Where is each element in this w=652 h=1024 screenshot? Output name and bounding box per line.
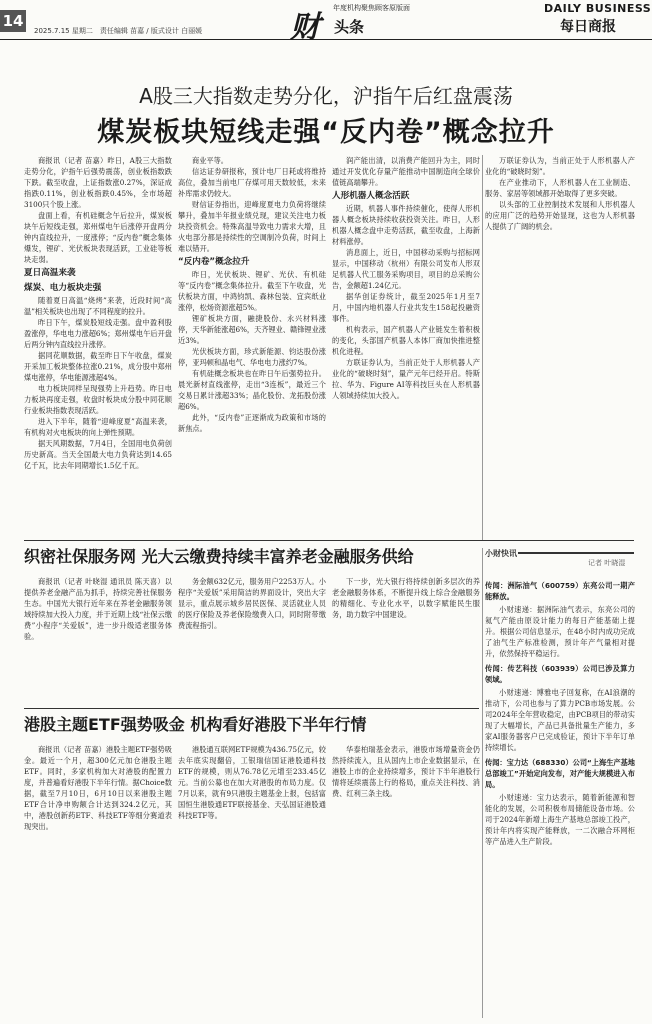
lead-column-2: [178, 155, 326, 543]
paper-name-en: DAILY BUSINESS: [544, 2, 652, 15]
paragraph: 昨日下午，煤炭股短线走强。盘中盈利股盈涨停，华电电力涨超6%；郑州煤电午后开盘后两分钟内直线拉升涨停。: [24, 318, 172, 349]
masthead: [0, 0, 652, 45]
paragraph: 商报讯（记者 叶晓湿 通讯员 陈天喜）以提供养老金融产品为抓手，持续完善社保服务生态。中国光大银行近年来在养老金融服务领域持续加大投入力度，并于近期上线“社保云缴费”小程序“关爱版”，进一步升级适老服务体验。: [24, 577, 172, 641]
section-name: 头条: [334, 18, 365, 36]
paragraph: 有机硅概念板块也在昨日午后强势拉升。晨光新材直线涨停，走出“3连板”，最近三个交易日累计涨超33%；晶化股份、龙拓股份涨超6%。: [178, 369, 326, 411]
story3-column-2: [178, 744, 326, 1016]
subhead: 夏日高温来袭: [24, 268, 76, 278]
story2-column-2: [178, 576, 326, 698]
subhead: 煤炭、电力板块走强: [24, 283, 102, 293]
subhead: “反内卷”概念拉升: [178, 257, 250, 267]
lead-headline: 煤炭板块短线走强“反内卷”概念拉升: [97, 117, 555, 148]
paragraph: 光伏板块方面，珍式新能源、钧达股份涨停，亚玛顿和晶电气、华电电力涨约7%。: [178, 347, 326, 367]
brief-rule: [518, 552, 634, 554]
paragraph: 近期，机器人事件持续催化，使得人形机器人概念板块持续收获投资关注。昨日，人形机器人概念盘中走势活跃，截至收盘，上海新材料涨停。: [332, 204, 480, 246]
paragraph: 机构表示，国产机器人产业链发生着积极的变化，头部国产机器人本体厂商加快推进整机化进程。: [332, 325, 480, 356]
brief-item-head: 传闻：宝力达（688330）公司“上海生产基地总部竣工”开始定向发布，对产能大规模进入布局。: [485, 758, 635, 789]
paragraph: 商业平等。: [192, 156, 228, 165]
paragraph: 电力板块同样呈现强势上升趋势。昨日电力板块再度走强，收盘时板块成分股中同花顺行业板块指数表现活跃。: [24, 384, 172, 415]
paragraph: 港股通互联网ETF规模为436.75亿元，较去年底实现翻倍，工银瑞信国证港股通科技ETF的规模，则从76.78亿元增至233.45亿元。当前公募也在加大对港股的布局力度。仅7月以来，就有9只港股主题基金上报，包括富国恒生港股通ETF联接基金、天弘国证港股通科技ETF等。: [178, 745, 326, 820]
page-number: 14: [0, 10, 26, 32]
lead-column-1: [24, 155, 172, 543]
paragraph: 进入下半年，随着“迎峰度夏”高温来袭，有机构对火电板块的向上弹性预期。: [24, 417, 172, 437]
story2-headline: 织密社保服务网 光大云缴费持续丰富养老金融服务供给: [24, 547, 414, 566]
paragraph: 盘面上看，有机硅概念午后拉升，煤炭板块午后短线走强，郑州煤电午后涨停开盘两分钟内直线拉升，一度涨停；“反内卷”概念集体爆发，锂矿、光伏板块表现活跃，工业硅等板块走弱。: [24, 211, 172, 264]
story3-column-1: [24, 744, 172, 1016]
paragraph: 商报讯（记者 苗嘉）昨日，A股三大指数走势分化，沪指午后强势震荡，创业板指数跌下跌。截至收盘，上证指数涨0.27%，深证成指跌0.11%，创业板指跌0.45%，全市场超3100只个股上涨。: [24, 156, 172, 209]
paragraph: 据华创证券统计，截至2025年1月至7月，中国内地机器人行业共发生158起投融资事件。: [332, 292, 480, 323]
paragraph: 以头部的工业控制技术发展和人形机器人的应用广泛的趋势开始显现，这也为人形机器人提供了广阔的机会。: [485, 200, 635, 231]
paragraph: 方联证券认为，当前正处于人形机器人产业化的“破晓时刻”，量产元年已经开启。特斯拉、华为、Figure AI等科技巨头在人形机器人领域持续加大投入。: [332, 358, 480, 400]
paragraph: 商报讯（记者 苗嘉）港股主题ETF强势吸金。最近一个月，超300亿元加仓港股主题ETF。同时，多家机构加大对港股的配置力度，并普遍看好港股下半年行情。据Choice数据，截至7月10日，6月10日以来港股主题ETF合计净申购额合计达到324.2亿元，其中，港股创新药ETF、科技ETF等细分赛道表现突出。: [24, 745, 172, 831]
brief-byline: 记者 叶晓湿: [588, 559, 626, 567]
lead-column-3: [332, 155, 480, 543]
section-rule: [24, 540, 634, 541]
paragraph: 下一步，光大银行将持续创新多层次的养老金融服务体系，不断提升线上综合金融服务的精细化、专业化水平，以数字赋能民生服务，助力数字中国建设。: [332, 577, 480, 619]
lead-kicker: A股三大指数走势分化，沪指午后红盘震荡: [139, 84, 513, 108]
brief-column: [485, 576, 635, 1018]
brief-item-body: 小财速递：据洲际油气表示，东亮公司的氦气产能由原设计能力的每日产能基础上提升。根据公司信息显示，在48小时内成功完成了油气生产标准检测，预计年产气量相对提升，依然保持平稳运行。: [485, 605, 635, 658]
brief-section-tag: 小财快讯: [485, 549, 517, 558]
paragraph: 昨日，光伏板块、锂矿、光伏、有机硅等“反内卷”概念集体拉升。截至下午收盘，光伏板块方面，中鸿钧凯、森林包装、宜宾纸业涨停，松炀资源涨超5%。: [178, 270, 326, 312]
story2-column-3: [332, 576, 480, 698]
paragraph: 随着夏日高温“烧烤”来袭，近段时间“高温”相关板块也出现了不同程度的拉升。: [24, 296, 172, 316]
paper-name-cn: 每日商报: [560, 19, 616, 35]
brief-item-head: 传闻：洲际油气（600759）东亮公司一期产能释放。: [485, 581, 635, 601]
paragraph: 财信证券指出，迎峰度夏电力负荷将继续攀升，叠加半年报业绩兑现，建议关注电力板块投资机会。特殊高温导致电力需求大增，且火电部分都是持续性的空调制冷负荷，时间上难以错开。: [178, 200, 326, 253]
masthead-tagline: 年度机构聚焦顾客原版面: [333, 4, 410, 12]
paragraph: 锂矿板块方面，融捷股份、永兴材料涨停，天华新能涨超6%，天齐锂业、赣锋锂业涨近3%。: [178, 314, 326, 345]
brief-item-body: 小财速递：博雅电子回复称，在AI浪潮的推动下，公司也参与了算力PCB市场发展。公司2024年全年营收稳定，由PCB项目的带动实现了大幅增长，产品已具备批量生产能力，多家AI服务器客户已完成验证，预计下半年订单持续增长。: [485, 688, 635, 752]
paragraph: 此外，“反内卷”正逐渐成为政策和市场的新焦点。: [178, 413, 326, 433]
story2-column-1: [24, 576, 172, 698]
paragraph: 据同花顺数据，截至昨日下午收盘，煤炭开采加工板块整体拉涨0.21%，成分股中郑州煤电涨停，华电能源涨超4%。: [24, 351, 172, 382]
subhead: 人形机器人概念活跃: [332, 191, 410, 201]
paragraph: 消息面上，近日，中国移动采购与招标网显示，中国移动（杭州）有限公司发布人形双足机器人代工服务采购项目，项目的总采购公告，金额超1.24亿元。: [332, 248, 480, 290]
paragraph: 据天风期数据，7月4日，全国用电负荷创历史新高。当天全国最大电力负荷达到14.65亿千瓦，比去年同期增长1.5亿千瓦。: [24, 439, 172, 470]
date-line: 2025.7.15 星期二 责任编辑 苗嘉 / 版式设计 白丽媛: [34, 27, 203, 35]
paragraph: 万联证券认为，当前正处于人形机器人产业化的“破晓时刻”。: [485, 156, 635, 176]
story3-headline: 港股主题ETF强势吸金 机构看好港股下半年行情: [24, 715, 367, 734]
paragraph: 润产能出清，以消费产能回升为主，同时通过开发优化存量产能推动中国制造向全球价值链高端攀升。: [332, 156, 480, 187]
brief-item-body: 小财速递：宝力达表示，随着新能源和智能化的发展，公司积极布局储能设备市场。公司于2024年新增上海生产基地总部竣工投产，预计年内将实现产能释放，一二次融合环网柜等产品进入生产阶段。: [485, 793, 635, 846]
section-rule: [24, 708, 479, 709]
column-divider: [482, 548, 483, 1018]
paragraph: 华泰柏瑞基金表示，港股市场增量资金仍然持续流入，且从国内上市企业数据显示，在港股上市的企业持续增多，预计下半年港股行情将延续震荡上行的格局，重点关注科技、消费、红利三条主线。: [332, 745, 480, 798]
paragraph: 务金额632亿元，服务用户2253万人。小程序“关爱版”采用简洁的界面设计，突出大字显示，重点展示城乡居民医保、灵活就业人员的医疗保险及养老保险缴费入口，同时附带缴费流程指引。: [178, 577, 326, 630]
paragraph: 在产业推动下，人形机器人在工业制造、服务、家居等领域都开始取得了更多突破。: [485, 178, 635, 198]
brief-item-head: 传闻：传艺科技（603939）公司已涉及算力领域。: [485, 664, 635, 684]
paragraph: 信达证券研报称，预计电厂日耗或将维持高位，叠加当前电厂存煤可用天数较低，未来补库需求仍较大。: [178, 167, 326, 198]
brand-logo: 财: [290, 10, 320, 45]
column-divider: [482, 155, 483, 541]
story3-column-3: [332, 744, 480, 1016]
lead-column-4: [485, 155, 635, 543]
